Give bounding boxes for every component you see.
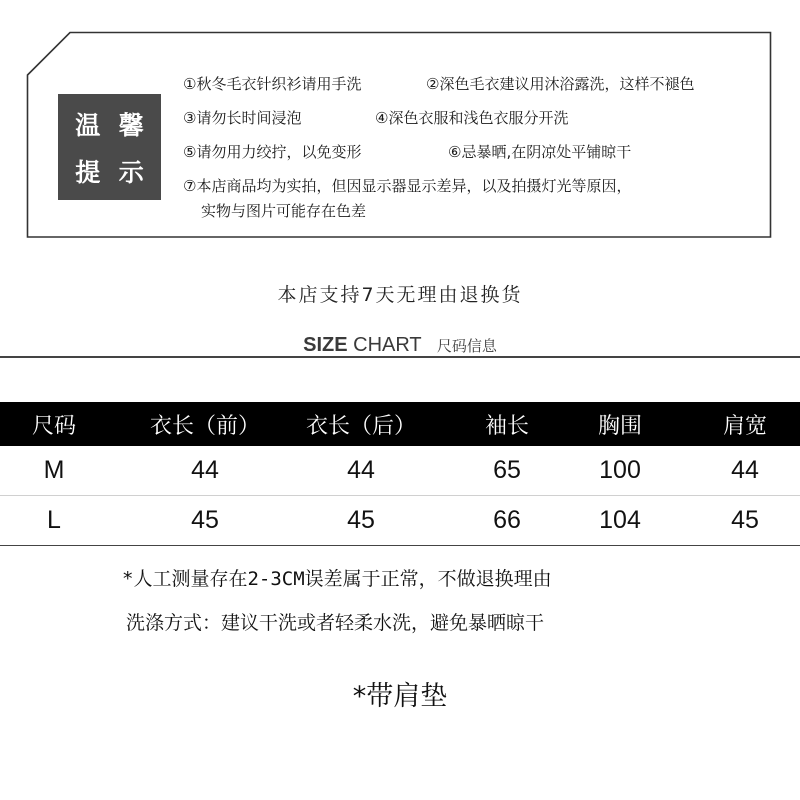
cell-bust: 104 [599,506,641,534]
cell-length-front: 44 [191,456,219,484]
header-bust: 胸围 [597,413,642,439]
measurement-note: *人工测量存在2-3CM误差属于正常，不做退换理由 [122,568,552,590]
header-shoulder: 肩宽 [722,413,767,439]
warm-tips-badge [58,94,161,200]
size-chart-heading-cn: 尺码信息 [436,337,497,355]
header-length-front: 衣长（前） [149,413,260,439]
cell-size: M [43,456,65,484]
return-policy: 本店支持7天无理由退换货 [277,284,523,306]
care-tip-3: ③请勿长时间浸泡 [183,109,302,127]
header-size: 尺码 [31,413,76,439]
size-chart-heading [0,334,800,357]
table-row [0,446,800,496]
table-row [0,496,800,546]
table-header-row [0,402,800,446]
care-tip-7-cont: 实物与图片可能存在色差 [201,202,367,220]
shoulder-pad-note: *带肩垫 [352,681,448,712]
care-tip-5: ⑤请勿用力绞拧，以免变形 [183,143,362,161]
cell-shoulder: 45 [731,506,759,534]
cell-length-back: 44 [347,456,375,484]
care-tip-2: ②深色毛衣建议用沐浴露洗，这样不褪色 [426,75,695,93]
header-length-back: 衣长（后） [305,413,416,439]
badge-char: 馨 [118,110,144,140]
section-divider [0,356,800,358]
badge-char: 提 [75,157,101,187]
cell-size: L [47,506,61,534]
size-chart-heading-bold: SIZE [303,334,348,356]
care-tip-4: ④深色衣服和浅色衣服分开洗 [375,109,569,127]
cell-bust: 100 [599,456,641,484]
care-tip-6: ⑥忌暴晒,在阴凉处平铺晾干 [448,143,632,161]
size-chart-heading-rest: CHART [353,334,422,356]
cell-length-back: 45 [347,506,375,534]
cell-sleeve: 66 [493,506,521,534]
cell-length-front: 45 [191,506,219,534]
care-tip-7: ⑦本店商品均为实拍，但因显示器显示差异，以及拍摄灯光等原因， [183,177,632,195]
washing-note: 洗涤方式：建议干洗或者轻柔水洗，避免暴晒晾干 [126,612,545,634]
badge-char: 示 [118,157,144,187]
badge-char: 温 [75,110,101,140]
cell-shoulder: 44 [731,456,759,484]
cell-sleeve: 65 [493,456,521,484]
care-tip-1: ①秋冬毛衣针织衫请用手洗 [183,75,362,93]
header-sleeve: 袖长 [484,413,529,439]
size-table [0,402,800,546]
